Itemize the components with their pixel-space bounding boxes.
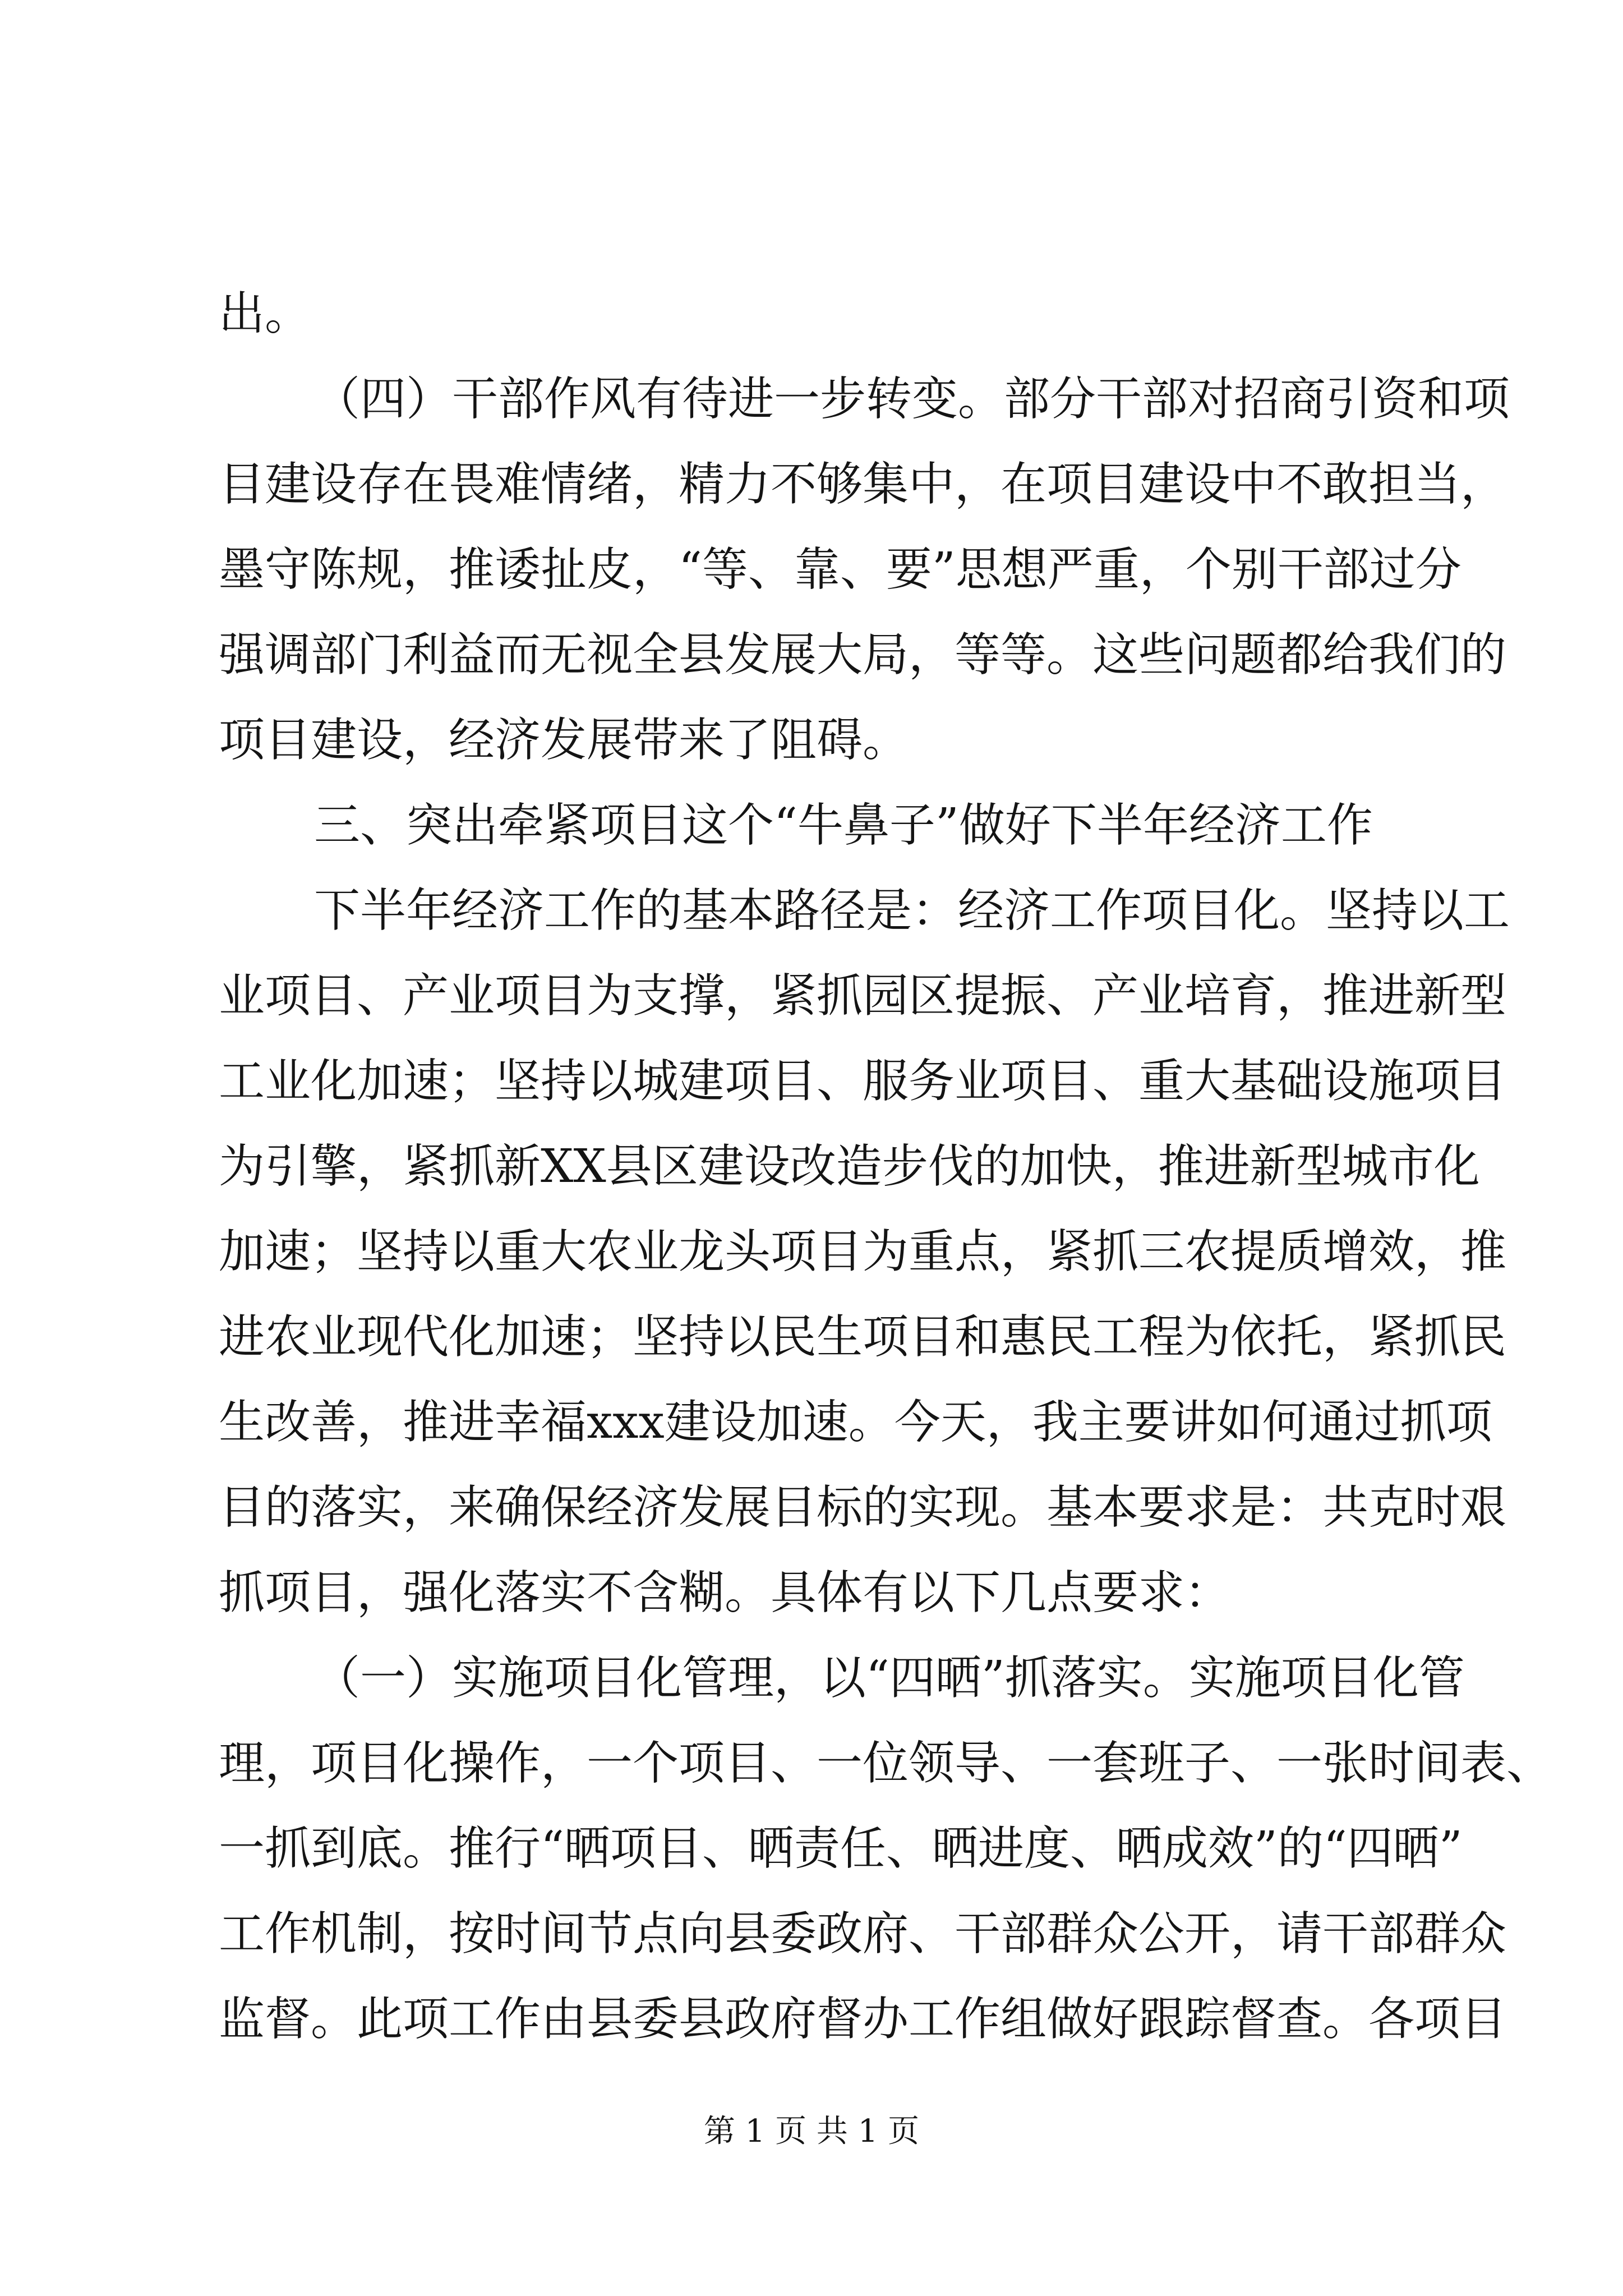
text-line: （四）干部作风有待进一步转变。部分干部对招商引资和项	[314, 372, 1510, 426]
text-line: 出。	[219, 287, 311, 341]
page-footer: 第 1 页 共 1 页	[703, 2113, 920, 2150]
text-line: 业项目、产业项目为支撑，紧抓园区提振、产业培育，推进新型	[219, 969, 1507, 1023]
text-line: 监督。此项工作由县委县政府督办工作组做好跟踪督查。各项目	[219, 1993, 1507, 2046]
text-line: 一抓到底。推行“晒项目、晒责任、晒进度、晒成效”的“四晒”	[219, 1822, 1463, 1875]
text-line: 目的落实，来确保经济发展目标的实现。基本要求是：共克时艰	[219, 1481, 1507, 1534]
text-line: 工作机制，按时间节点向县委政府、干部群众公开，请干部群众	[219, 1907, 1507, 1961]
text-line: 项目建设，经济发展带来了阻碍。	[219, 714, 909, 767]
text-line: 墨守陈规，推诿扯皮，“等、靠、要”思想严重，个别干部过分	[219, 543, 1461, 596]
text-line: 强调部门利益而无视全县发展大局，等等。这些问题都给我们的	[219, 628, 1507, 682]
text-line: 目建设存在畏难情绪，精力不够集中，在项目建设中不敢担当，	[219, 458, 1507, 511]
text-line: 生改善，推进幸福xxx建设加速。今天，我主要讲如何通过抓项	[219, 1396, 1492, 1449]
text-line: 为引擎，紧抓新XX县区建设改造步伐的加快，推进新型城市化	[219, 1140, 1480, 1193]
text-line: 抓项目，强化落实不含糊。具体有以下几点要求：	[219, 1566, 1231, 1619]
text-line: 工业化加速；坚持以城建项目、服务业项目、重大基础设施项目	[219, 1055, 1507, 1108]
text-line: 进农业现代化加速；坚持以民生项目和惠民工程为依托，紧抓民	[219, 1310, 1507, 1364]
section-heading: 三、突出牵紧项目这个“牛鼻子”做好下半年经济工作	[314, 799, 1373, 852]
text-line: 加速；坚持以重大农业龙头项目为重点，紧抓三农提质增效，推	[219, 1225, 1507, 1278]
text-line: 理，项目化操作，一个项目、一位领导、一套班子、一张时间表、	[219, 1737, 1553, 1790]
text-line: （一）实施项目化管理，以“四晒”抓落实。实施项目化管	[314, 1651, 1465, 1705]
text-line: 下半年经济工作的基本路径是：经济工作项目化。坚持以工	[314, 884, 1510, 937]
